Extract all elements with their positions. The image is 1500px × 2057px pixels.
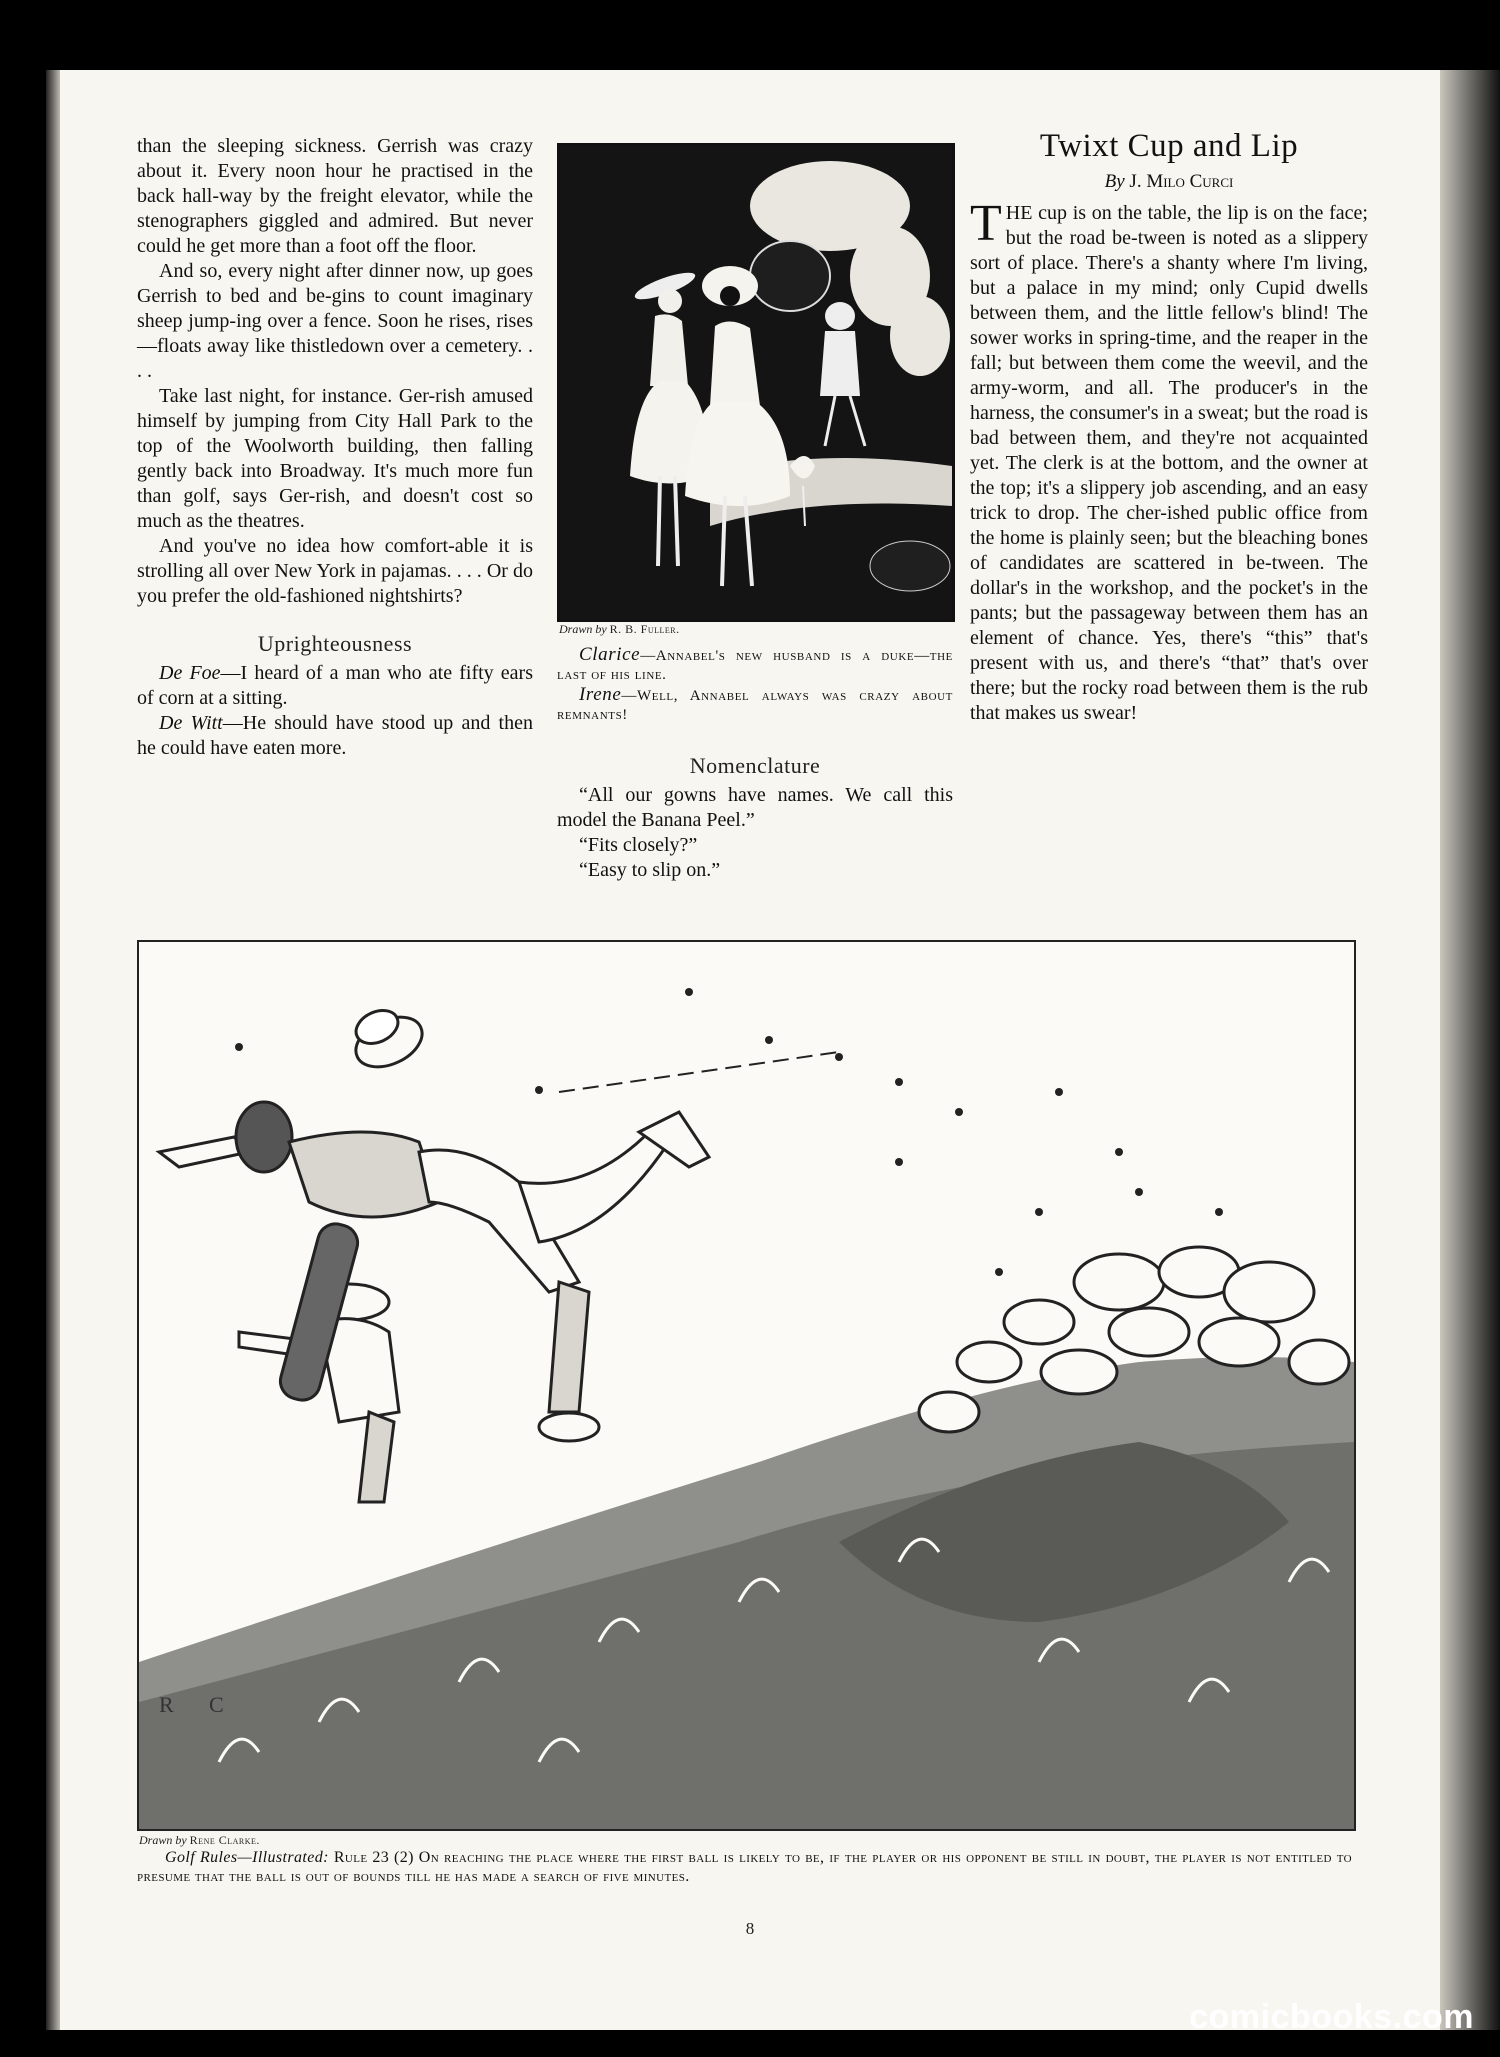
page-binding-edge bbox=[46, 70, 60, 2030]
left-paragraph-3: Take last night, for instance. Ger-rish amused himself by jumping from City Hall Park to the top of the Woolworth building, then falling gently back into Broadway. It's much more fun than golf, says Ger-rish, and doesn't cost so much as the theatres. bbox=[137, 385, 533, 532]
golf-caption bbox=[137, 1848, 1352, 1886]
clarice-text: —Annabel's new husband is a duke—the last of his line. bbox=[557, 648, 953, 683]
byline-name: J. Milo Curci bbox=[1129, 171, 1234, 192]
golf-illustration bbox=[137, 940, 1356, 1831]
irene-line bbox=[557, 685, 953, 725]
speaker-clarice: Clarice bbox=[579, 644, 641, 665]
golf-caption-text: Rule 23 (2) On reaching the place where the first ball is likely to be, if the player or his opponent be still in doubt, the player is not entitled to presume that the ball is out of bounds till he has made a search of five minutes. bbox=[137, 1849, 1352, 1885]
irene-text: —Well, Annabel always was crazy about remnants! bbox=[557, 688, 953, 723]
page-right-edge bbox=[1440, 70, 1500, 2030]
nomenclature-line-1: “All our gowns have names. We call this model the Banana Peel.” bbox=[557, 784, 953, 831]
line-text: —I heard of a man who ate fifty ears of corn at a sitting. bbox=[137, 662, 533, 709]
golf-caption-label: Golf Rules—Illustrated: bbox=[165, 1849, 329, 1866]
credit-prefix: Drawn by bbox=[559, 622, 607, 636]
fashion-ladies-drawing bbox=[560, 146, 952, 619]
fuller-credit bbox=[559, 622, 953, 637]
site-watermark: comicbooks.com bbox=[1189, 1998, 1474, 2036]
uprighteousness-title: Uprighteousness bbox=[257, 631, 413, 656]
poem-text: HE cup is on the table, the lip is on the face; but the road be-tween is noted as a slippery sort of place. There's a shanty where I'm living, but a palace in my mind; only Cupid dwells between them, and the little fellow's blind! The sower works in spring-time, and the reaper in the fall; but between them come the weevil, and the army-worm, and all. The producer's in the harness, the consumer's in a sweat; but the road is bad between them, and they're not acquainted yet. The clerk is at the bottom, and the owner at the top; it's a slippery job ascending, and an easy trick to drop. The cher-ished public office from the home is plainly seen; but the bleaching bones of candidates are scattered in be-tween. The dollar's in the workshop, and the pocket's in the pants; but the passageway between them has an element of chance. Yes, there's “this” that's present with us, and there's “that” that's over there; but the rocky road between them is the rub that makes us swear! bbox=[970, 202, 1368, 724]
nomenclature-title: Nomenclature bbox=[689, 753, 821, 778]
byline-prefix: By bbox=[1104, 171, 1125, 192]
clarice-line bbox=[557, 645, 953, 685]
right-column bbox=[970, 128, 1368, 726]
credit-name: R. B. Fuller. bbox=[609, 622, 680, 636]
artist-initial-r: R bbox=[159, 1692, 174, 1717]
uprighteousness-line-1 bbox=[137, 661, 533, 711]
poem-byline bbox=[970, 171, 1368, 193]
fuller-illustration bbox=[557, 143, 955, 622]
speaker-irene: Irene bbox=[579, 684, 622, 705]
middle-column bbox=[557, 622, 953, 883]
nomenclature-line-2: “Fits closely?” bbox=[579, 834, 698, 856]
page-number: 8 bbox=[745, 1919, 755, 1938]
left-paragraph-4: And you've no idea how comfort-able it is strolling all over New York in pajamas. . . . Or do you prefer the old-fashioned nightshirts? bbox=[137, 535, 533, 607]
credit-name: Rene Clarke. bbox=[189, 1833, 260, 1847]
golf-rules-drawing bbox=[139, 942, 1354, 1829]
drop-cap: T bbox=[970, 195, 1002, 252]
line-text: —He should have stood up and then he could have eaten more. bbox=[137, 712, 533, 759]
left-paragraph-2: And so, every night after dinner now, up goes Gerrish to bed and be-gins to count imaginary sheep jump-ing over a fence. Soon he rises, rises—floats away like thistledown over a cemetery. . . . bbox=[137, 260, 533, 382]
uprighteousness-line-2 bbox=[137, 711, 533, 761]
poem-body bbox=[970, 195, 1368, 726]
speaker-de-foe: De Foe bbox=[159, 662, 221, 684]
poem-title: Twixt Cup and Lip bbox=[1039, 128, 1299, 164]
artist-initial-c: C bbox=[209, 1692, 224, 1717]
clarke-credit bbox=[139, 1833, 260, 1848]
left-paragraph-1: than the sleeping sickness. Gerrish was crazy about it. Every noon hour he practised in the back hall-way by the freight elevator, while the stenographers giggled and admired. But never could he get more than a foot off the floor. bbox=[137, 135, 533, 257]
credit-prefix: Drawn by bbox=[139, 1833, 187, 1847]
nomenclature-line-3: “Easy to slip on.” bbox=[579, 859, 721, 881]
left-column bbox=[137, 134, 533, 761]
speaker-de-witt: De Witt bbox=[159, 712, 223, 734]
